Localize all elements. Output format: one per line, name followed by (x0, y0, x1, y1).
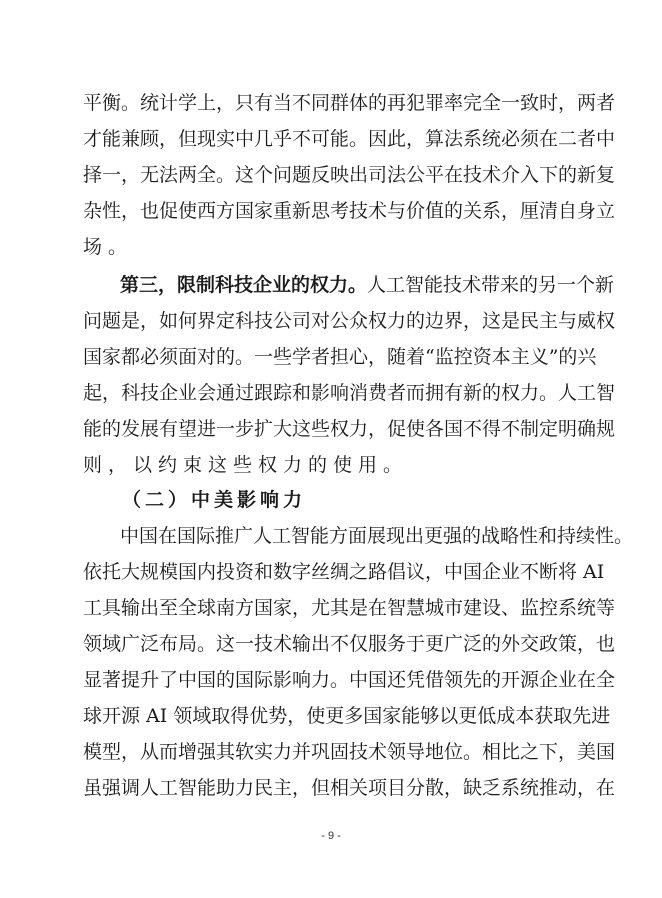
text-line: 国家都必须面对的。一些学者担心，随着“监控资本主义”的兴 (83, 346, 597, 368)
bold-lead: 第三，限制科技企业的权力。 (120, 274, 368, 296)
text-line: 模型，从而增强其软实力并巩固技术领导地位。相比之下，美国 (83, 741, 616, 763)
text-line: 择一，无法两全。这个问题反映出司法公平在技术介入下的新复 (83, 164, 616, 186)
text-line: 工具输出至全球南方国家，尤其是在智慧城市建设、监控系统等 (83, 597, 616, 619)
text-line: 领域广泛布局。这一技术输出不仅服务于更广泛的外交政策，也 (83, 633, 616, 655)
text-line: 球开源 AI 领域取得优势，使更多国家能够以更低成本获取先进 (83, 705, 611, 727)
page-number: - 9 - (321, 830, 341, 842)
text-line: 起，科技企业会通过跟踪和影响消费者而拥有新的权力。人工智 (83, 382, 616, 404)
text-line: 虽强调人工智能助力民主，但相关项目分散，缺乏系统推动，在 (83, 777, 616, 799)
lead-rest: 人工智能技术带来的另一个新 (367, 274, 615, 296)
text-line: 场。 (83, 236, 134, 258)
text-line: 平衡。统计学上，只有当不同群体的再犯罪率完全一致时，两者 (83, 92, 616, 114)
text-line: 依托大规模国内投资和数字丝绸之路倡议，中国企业不断将 AI (83, 561, 605, 583)
text-line: 问题是，如何界定科技公司对公众权力的边界，这是民主与威权 (83, 310, 616, 332)
text-line: 才能兼顾，但现实中几乎不可能。因此，算法系统必须在二者中 (83, 128, 616, 150)
text-line: 能的发展有望进一步扩大这些权力，促使各国不得不制定明确规 (83, 418, 616, 440)
text-line: 显著提升了中国的国际影响力。中国还凭借领先的开源企业在全 (83, 669, 616, 691)
paragraph-lead-line (120, 273, 615, 297)
text-line: 则，以约束这些权力的使用。 (83, 454, 409, 476)
text-line: 中国在国际推广人工智能方面展现出更强的战略性和持续性。 (120, 525, 634, 547)
section-heading: （二）中美影响力 (122, 489, 307, 511)
text-line: 杂性，也促使西方国家重新思考技术与价值的关系，厘清自身立 (83, 200, 616, 222)
